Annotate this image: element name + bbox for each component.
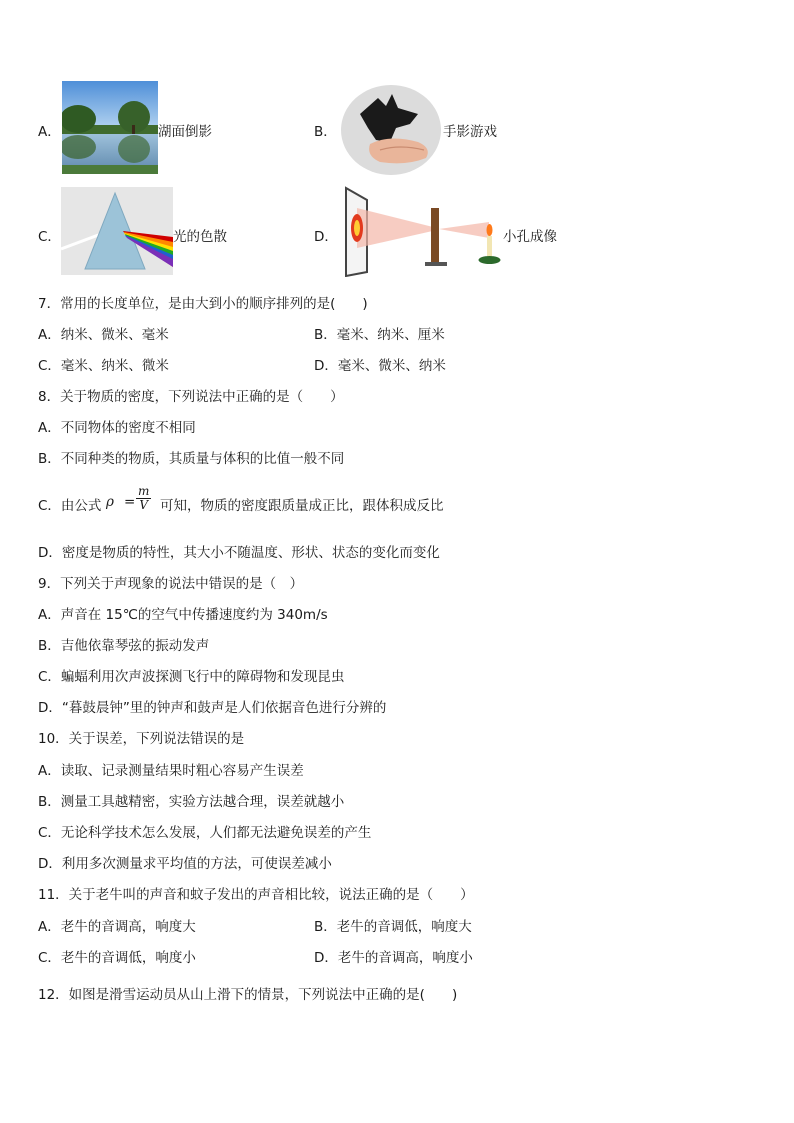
q9-option-c: C．蝙蝠利用次声波探测飞行中的障碍物和发现昆虫 bbox=[38, 669, 345, 685]
q10-stem: 10．关于误差，下列说法错误的是 bbox=[38, 731, 245, 747]
q7-option-b: B．毫米、纳米、厘米 bbox=[314, 327, 445, 343]
q11-option-d: D．老牛的音调高，响度小 bbox=[314, 950, 473, 966]
fraction-denominator: V bbox=[139, 498, 149, 512]
q8-option-d: D．密度是物质的特性，其大小不随温度、形状、状态的变化而变化 bbox=[38, 545, 440, 561]
lake-reflection-image bbox=[62, 81, 158, 174]
q6-option-b-caption: 手影游戏 bbox=[443, 124, 497, 140]
q6-option-d-letter: D． bbox=[314, 229, 338, 245]
q11-option-a: A．老牛的音调高，响度大 bbox=[38, 919, 196, 935]
q7-option-d: D．毫米、微米、纳米 bbox=[314, 358, 446, 374]
q7-option-a: A．纳米、微米、毫米 bbox=[38, 327, 169, 343]
q10-option-c: C．无论科学技术怎么发展，人们都无法避免误差的产生 bbox=[38, 825, 372, 841]
q9-stem: 9．下列关于声现象的说法中错误的是（ ） bbox=[38, 576, 304, 592]
density-symbol: ρ bbox=[106, 494, 114, 510]
pinhole-camera-image bbox=[343, 186, 503, 277]
q6-option-c-letter: C． bbox=[38, 229, 61, 245]
q10-option-a: A．读取、记录测量结果时粗心容易产生误差 bbox=[38, 763, 304, 779]
q12-stem: 12．如图是滑雪运动员从山上滑下的情景，下列说法中正确的是( ) bbox=[38, 987, 458, 1003]
q8-option-b: B．不同种类的物质，其质量与体积的比值一般不同 bbox=[38, 451, 345, 467]
equals-sign: = bbox=[124, 494, 136, 510]
q8-option-c-prefix: C．由公式 bbox=[38, 498, 102, 514]
q9-option-b: B．吉他依靠琴弦的振动发声 bbox=[38, 638, 210, 654]
q10-option-d: D．利用多次测量求平均值的方法，可使误差减小 bbox=[38, 856, 332, 872]
q7-stem: 7．常用的长度单位，是由大到小的顺序排列的是( ) bbox=[38, 296, 368, 312]
q9-option-a: A．声音在 15℃的空气中传播速度约为 340m/s bbox=[38, 607, 328, 623]
fraction-numerator: m bbox=[138, 484, 150, 498]
q8-option-a: A．不同物体的密度不相同 bbox=[38, 420, 196, 436]
q11-option-b: B．老牛的音调低，响度大 bbox=[314, 919, 472, 935]
q9-option-d: D．“暮鼓晨钟”里的钟声和鼓声是人们依据音色进行分辨的 bbox=[38, 700, 387, 716]
q6-option-c-caption: 光的色散 bbox=[173, 229, 227, 245]
prism-dispersion-image bbox=[61, 187, 173, 275]
q11-option-c: C．老牛的音调低，响度小 bbox=[38, 950, 196, 966]
q6-option-a-letter: A． bbox=[38, 124, 61, 140]
q6-option-d-caption: 小孔成像 bbox=[503, 229, 557, 245]
q7-option-c: C．毫米、纳米、微米 bbox=[38, 358, 169, 374]
q11-stem: 11．关于老牛叫的声音和蚊子发出的声音相比较，说法正确的是（ ） bbox=[38, 887, 474, 903]
hand-shadow-image bbox=[340, 84, 442, 175]
q8-stem: 8．关于物质的密度，下列说法中正确的是（ ） bbox=[38, 389, 344, 405]
q6-option-b-letter: B． bbox=[314, 124, 337, 140]
density-formula-fraction bbox=[136, 485, 151, 512]
q10-option-b: B．测量工具越精密，实验方法越合理，误差就越小 bbox=[38, 794, 345, 810]
q8-option-c-suffix: 可知，物质的密度跟质量成正比，跟体积成反比 bbox=[160, 498, 444, 514]
q6-option-a-caption: 湖面倒影 bbox=[158, 124, 212, 140]
